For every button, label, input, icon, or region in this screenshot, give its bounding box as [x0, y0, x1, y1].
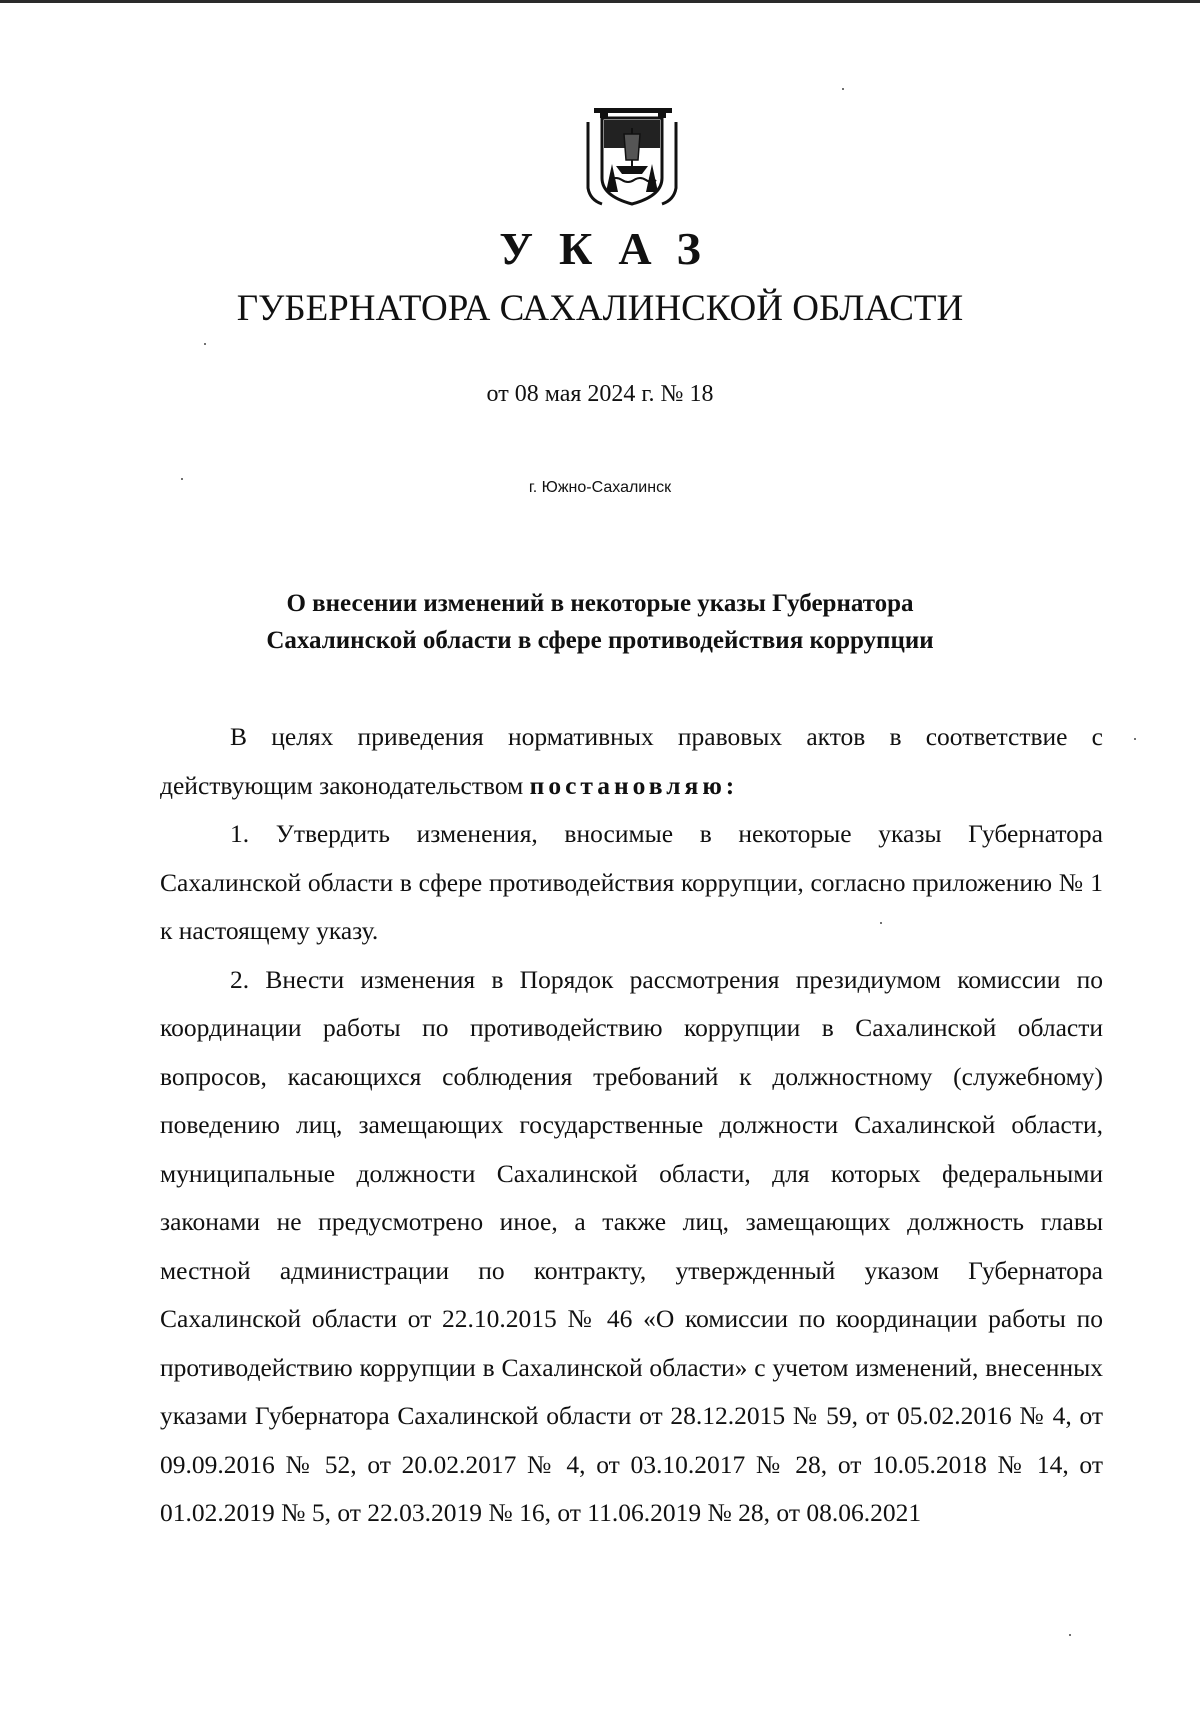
decree-word: постановляю: [529, 770, 739, 800]
issuer-heading: ГУБЕРНАТОРА САХАЛИНСКОЙ ОБЛАСТИ [236, 288, 964, 329]
date-and-number: от 08 мая 2024 г. № 18 [486, 381, 714, 407]
item-2-paragraph: 2. Внести изменения в Порядок рассмотрения президиумом комиссии по координации работы по противодействию коррупции в Сахалинской области вопросов, касающихся соблюдения требований к должностному (служебному) поведению лиц, замещающих государственные должности Сахалинской области, муниципальные должности Сахалинской области, для которых федеральными законами не предусмотрено иное, а также лиц, замещающих должность главы местной администрации по контракту, утвержденный указом Губернатора Сахалинской области от 22.10.2015 № 46 «О комиссии по координации работы по противодействию коррупции в Сахалинской области» с учетом изменений, внесенных указами Губернатора Сахалинской области от 28.12.2015 № 59, от 05.02.2016 № 4, от 09.09.2016 № 52, от 20.02.2017 № 4, от 03.10.2017 № 28, от 10.05.2018 № 14, от 01.02.2019 № 5, от 22.03.2019 № 16, от 11.06.2019 № 28, от 08.06.2021 [160, 964, 1103, 1527]
top-border-line [0, 0, 1200, 3]
preamble-paragraph [160, 713, 1103, 810]
scan-speck [181, 478, 183, 480]
decree-body [160, 713, 1103, 1538]
subject-line-2: Сахалинской области в сфере противодействия коррупции [266, 627, 934, 654]
place-of-issue: г. Южно-Сахалинск [528, 479, 672, 496]
sakhalin-coat-of-arms-icon [580, 108, 684, 208]
subject-line-1: О внесении изменений в некоторые указы Губернатора [286, 590, 914, 617]
decree-subject [0, 585, 1200, 659]
document-type-title: УКАЗ [499, 223, 727, 274]
scan-speck [204, 343, 206, 345]
scan-speck [842, 88, 844, 90]
preamble-text: В целях приведения нормативных правовых актов в соответствие с действующим законодательством [160, 722, 1103, 800]
scan-speck [1069, 1634, 1071, 1636]
item-1-paragraph: 1. Утвердить изменения, вносимые в некоторые указы Губернатора Сахалинской области в сфере противодействия коррупции, согласно приложению № 1 к настоящему указу. [160, 819, 1103, 945]
scan-speck [880, 922, 882, 924]
scan-speck [1134, 738, 1136, 740]
